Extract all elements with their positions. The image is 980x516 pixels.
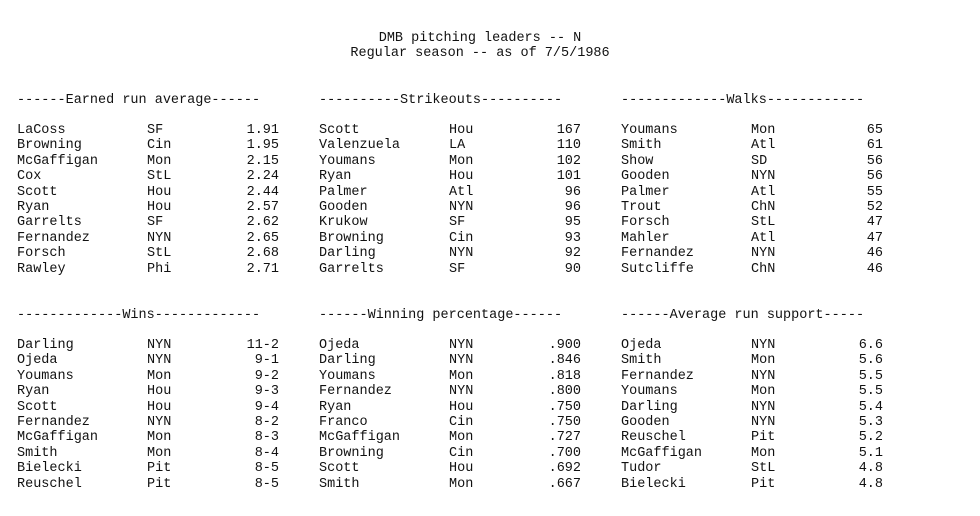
team-code: NYN bbox=[449, 384, 474, 400]
team-code: Cin bbox=[449, 414, 474, 430]
team-code: Mon bbox=[751, 123, 776, 138]
player-name: Scott bbox=[17, 184, 58, 200]
leader-row bbox=[17, 384, 279, 399]
team-code: NYN bbox=[147, 414, 172, 430]
stat-value: .692 bbox=[548, 461, 581, 477]
player-name: Show bbox=[621, 153, 654, 169]
leader-row bbox=[621, 200, 883, 215]
leader-row bbox=[319, 262, 581, 277]
stat-value: 2.57 bbox=[246, 199, 279, 215]
player-name: Darling bbox=[319, 246, 376, 262]
leader-row bbox=[621, 262, 883, 277]
leader-row bbox=[17, 185, 279, 200]
leader-row bbox=[621, 154, 883, 169]
leader-row bbox=[17, 415, 279, 430]
stat-value: 2.62 bbox=[246, 215, 279, 231]
stat-value: 8-3 bbox=[254, 430, 279, 446]
stat-value: 9-4 bbox=[254, 399, 279, 415]
team-code: Atl bbox=[751, 230, 776, 246]
leader-row bbox=[319, 353, 581, 368]
player-name: Fernandez bbox=[621, 246, 694, 262]
stat-value: 9-2 bbox=[254, 368, 279, 384]
leader-row bbox=[17, 400, 279, 415]
player-name: Smith bbox=[17, 445, 58, 461]
section-heading: ------Winning percentage------ bbox=[319, 308, 563, 323]
team-code: Mon bbox=[449, 430, 474, 446]
team-code: Mon bbox=[751, 353, 776, 369]
player-name: Sutcliffe bbox=[621, 261, 694, 277]
stat-value: .750 bbox=[548, 399, 581, 415]
player-name: Scott bbox=[319, 461, 360, 477]
team-code: Hou bbox=[449, 399, 474, 415]
stat-value: 9-1 bbox=[254, 353, 279, 369]
player-name: Youmans bbox=[621, 123, 678, 138]
team-code: SF bbox=[449, 215, 466, 231]
player-name: Ojeda bbox=[319, 338, 360, 353]
stat-value: 1.91 bbox=[246, 123, 279, 138]
player-name: McGaffigan bbox=[17, 153, 99, 169]
team-code: NYN bbox=[147, 230, 172, 246]
stat-value: .700 bbox=[548, 445, 581, 461]
player-name: Cox bbox=[17, 169, 42, 185]
team-code: Mon bbox=[147, 445, 172, 461]
stat-value: 93 bbox=[564, 230, 581, 246]
team-code: NYN bbox=[751, 368, 776, 384]
stat-value: .818 bbox=[548, 368, 581, 384]
leader-row bbox=[17, 169, 279, 184]
leader-row bbox=[319, 400, 581, 415]
team-code: SF bbox=[147, 215, 164, 231]
team-code: Hou bbox=[449, 461, 474, 477]
leader-row bbox=[319, 154, 581, 169]
stat-value: 2.44 bbox=[246, 184, 279, 200]
player-name: Darling bbox=[17, 338, 74, 353]
player-name: Rawley bbox=[17, 261, 66, 277]
player-name: Fernandez bbox=[17, 230, 90, 246]
leader-row bbox=[621, 400, 883, 415]
team-code: NYN bbox=[751, 246, 776, 262]
stat-value: 8-4 bbox=[254, 445, 279, 461]
stat-value: 5.6 bbox=[858, 353, 883, 369]
stat-value: 2.65 bbox=[246, 230, 279, 246]
stat-value: 47 bbox=[866, 215, 883, 231]
team-code: NYN bbox=[751, 169, 776, 185]
team-code: Hou bbox=[147, 199, 172, 215]
leader-row bbox=[319, 246, 581, 261]
leader-row bbox=[17, 369, 279, 384]
leader-row bbox=[319, 200, 581, 215]
leader-row bbox=[319, 369, 581, 384]
stat-value: 46 bbox=[866, 261, 883, 277]
leader-row bbox=[319, 215, 581, 230]
leader-row bbox=[17, 215, 279, 230]
team-code: NYN bbox=[751, 399, 776, 415]
team-code: Atl bbox=[449, 184, 474, 200]
section-heading: ----------Strikeouts---------- bbox=[319, 93, 563, 108]
team-code: Cin bbox=[449, 445, 474, 461]
team-code: Mon bbox=[751, 445, 776, 461]
team-code: NYN bbox=[147, 353, 172, 369]
player-name: Youmans bbox=[17, 368, 74, 384]
player-name: Browning bbox=[319, 445, 384, 461]
leader-row bbox=[17, 262, 279, 277]
team-code: Mon bbox=[449, 153, 474, 169]
report-subtitle: Regular season -- as of 7/5/1986 bbox=[350, 46, 610, 61]
player-name: Bielecki bbox=[621, 476, 686, 492]
team-code: Pit bbox=[751, 430, 776, 446]
section-wins bbox=[17, 308, 279, 492]
player-name: Reuschel bbox=[621, 430, 686, 446]
stat-value: 61 bbox=[866, 138, 883, 154]
player-name: Tudor bbox=[621, 461, 662, 477]
leader-row bbox=[621, 169, 883, 184]
leader-row bbox=[319, 461, 581, 476]
stat-value: 55 bbox=[866, 184, 883, 200]
stat-value: .900 bbox=[548, 338, 581, 353]
player-name: Mahler bbox=[621, 230, 670, 246]
team-code: NYN bbox=[751, 338, 776, 353]
team-code: StL bbox=[147, 169, 172, 185]
leader-row bbox=[319, 446, 581, 461]
stat-value: 96 bbox=[564, 184, 581, 200]
stat-value: 56 bbox=[866, 153, 883, 169]
stat-value: 4.8 bbox=[858, 461, 883, 477]
team-code: Phi bbox=[147, 261, 172, 277]
leader-row bbox=[621, 461, 883, 476]
leader-list bbox=[319, 338, 581, 492]
stat-value: 46 bbox=[866, 246, 883, 262]
team-code: Cin bbox=[449, 230, 474, 246]
leader-row bbox=[621, 353, 883, 368]
team-code: Pit bbox=[147, 476, 172, 492]
stat-value: 56 bbox=[866, 169, 883, 185]
leader-row bbox=[621, 231, 883, 246]
leader-row bbox=[17, 461, 279, 476]
team-code: Mon bbox=[147, 430, 172, 446]
player-name: Gooden bbox=[319, 199, 368, 215]
leader-row bbox=[621, 415, 883, 430]
player-name: Youmans bbox=[319, 153, 376, 169]
team-code: StL bbox=[147, 246, 172, 262]
player-name: McGaffigan bbox=[621, 445, 703, 461]
leader-list bbox=[17, 338, 279, 492]
section-heading: -------------Walks------------ bbox=[621, 93, 865, 108]
team-code: SF bbox=[449, 261, 466, 277]
team-code: NYN bbox=[449, 353, 474, 369]
team-code: Hou bbox=[449, 123, 474, 138]
player-name: Ryan bbox=[17, 199, 50, 215]
stat-value: 2.24 bbox=[246, 169, 279, 185]
stat-value: 2.71 bbox=[246, 261, 279, 277]
stat-value: 8-5 bbox=[254, 461, 279, 477]
stat-value: 1.95 bbox=[246, 138, 279, 154]
stat-value: 167 bbox=[556, 123, 581, 138]
player-name: Franco bbox=[319, 414, 368, 430]
leader-row bbox=[319, 384, 581, 399]
player-name: Trout bbox=[621, 199, 662, 215]
player-name: Youmans bbox=[621, 384, 678, 400]
player-name: Ryan bbox=[319, 399, 352, 415]
player-name: Youmans bbox=[319, 368, 376, 384]
team-code: Mon bbox=[147, 153, 172, 169]
stat-value: 92 bbox=[564, 246, 581, 262]
stat-value: 4.8 bbox=[858, 476, 883, 492]
leader-row bbox=[17, 138, 279, 153]
player-name: Smith bbox=[319, 476, 360, 492]
team-code: ChN bbox=[751, 261, 776, 277]
player-name: Forsch bbox=[621, 215, 670, 231]
stat-value: 5.4 bbox=[858, 399, 883, 415]
team-code: SF bbox=[147, 123, 164, 138]
stat-value: .727 bbox=[548, 430, 581, 446]
stat-value: 6.6 bbox=[858, 338, 883, 353]
leader-row bbox=[621, 369, 883, 384]
team-code: Mon bbox=[147, 368, 172, 384]
player-name: Fernandez bbox=[319, 384, 392, 400]
stat-value: 101 bbox=[556, 169, 581, 185]
player-name: Ryan bbox=[319, 169, 352, 185]
player-name: Fernandez bbox=[621, 368, 694, 384]
player-name: Bielecki bbox=[17, 461, 82, 477]
player-name: Forsch bbox=[17, 246, 66, 262]
leader-row bbox=[319, 123, 581, 138]
team-code: Atl bbox=[751, 184, 776, 200]
leader-row bbox=[17, 430, 279, 445]
leader-row bbox=[621, 215, 883, 230]
leader-row bbox=[319, 185, 581, 200]
leader-row bbox=[17, 154, 279, 169]
team-code: StL bbox=[751, 461, 776, 477]
team-code: Mon bbox=[449, 368, 474, 384]
stat-value: 11-2 bbox=[246, 338, 279, 353]
stat-value: .750 bbox=[548, 414, 581, 430]
team-code: Pit bbox=[147, 461, 172, 477]
team-code: Mon bbox=[449, 476, 474, 492]
player-name: Smith bbox=[621, 138, 662, 154]
leader-row bbox=[17, 246, 279, 261]
leader-row bbox=[17, 231, 279, 246]
player-name: Darling bbox=[319, 353, 376, 369]
team-code: Mon bbox=[751, 384, 776, 400]
leader-row bbox=[621, 446, 883, 461]
stat-value: 90 bbox=[564, 261, 581, 277]
stat-value: 52 bbox=[866, 199, 883, 215]
player-name: Ojeda bbox=[17, 353, 58, 369]
player-name: Browning bbox=[17, 138, 82, 154]
leader-row bbox=[621, 246, 883, 261]
player-name: Gooden bbox=[621, 169, 670, 185]
team-code: LA bbox=[449, 138, 466, 154]
team-code: NYN bbox=[449, 246, 474, 262]
leader-row bbox=[319, 415, 581, 430]
stat-value: 65 bbox=[866, 123, 883, 138]
leader-row bbox=[17, 353, 279, 368]
leader-row bbox=[319, 338, 581, 353]
section-heading: -------------Wins------------- bbox=[17, 308, 261, 323]
leader-row bbox=[319, 477, 581, 492]
player-name: Garrelts bbox=[319, 261, 384, 277]
leader-row bbox=[319, 138, 581, 153]
leader-row bbox=[17, 446, 279, 461]
leader-list bbox=[621, 338, 883, 492]
team-code: StL bbox=[751, 215, 776, 231]
player-name: McGaffigan bbox=[17, 430, 99, 446]
leader-row bbox=[621, 338, 883, 353]
stat-value: 5.5 bbox=[858, 368, 883, 384]
leader-row bbox=[621, 384, 883, 399]
stat-value: 95 bbox=[564, 215, 581, 231]
player-name: McGaffigan bbox=[319, 430, 401, 446]
stat-value: .846 bbox=[548, 353, 581, 369]
team-code: Hou bbox=[147, 384, 172, 400]
team-code: Hou bbox=[147, 399, 172, 415]
team-code: NYN bbox=[751, 414, 776, 430]
team-code: Atl bbox=[751, 138, 776, 154]
leader-list bbox=[621, 123, 883, 277]
leader-row bbox=[621, 185, 883, 200]
stat-value: 5.3 bbox=[858, 414, 883, 430]
section-heading: ------Average run support----- bbox=[621, 308, 865, 323]
leader-row bbox=[17, 338, 279, 353]
stat-value: 102 bbox=[556, 153, 581, 169]
leader-row bbox=[621, 138, 883, 153]
section-average-run-support bbox=[621, 308, 883, 492]
leader-row bbox=[621, 123, 883, 138]
stat-value: 8-5 bbox=[254, 476, 279, 492]
player-name: Valenzuela bbox=[319, 138, 401, 154]
team-code: Hou bbox=[147, 184, 172, 200]
stat-value: 5.5 bbox=[858, 384, 883, 400]
section-heading: ------Earned run average------ bbox=[17, 93, 261, 108]
stat-value: 8-2 bbox=[254, 414, 279, 430]
player-name: Reuschel bbox=[17, 476, 82, 492]
team-code: NYN bbox=[449, 199, 474, 215]
player-name: Smith bbox=[621, 353, 662, 369]
player-name: Darling bbox=[621, 399, 678, 415]
leader-row bbox=[17, 477, 279, 492]
team-code: Cin bbox=[147, 138, 172, 154]
stat-value: 2.68 bbox=[246, 246, 279, 262]
stat-value: 2.15 bbox=[246, 153, 279, 169]
stat-value: 5.1 bbox=[858, 445, 883, 461]
leader-list bbox=[17, 123, 279, 277]
player-name: Gooden bbox=[621, 414, 670, 430]
stat-value: 5.2 bbox=[858, 430, 883, 446]
section-winning-percentage bbox=[319, 308, 581, 492]
leader-row bbox=[621, 477, 883, 492]
player-name: Garrelts bbox=[17, 215, 82, 231]
stat-value: 9-3 bbox=[254, 384, 279, 400]
player-name: Ryan bbox=[17, 384, 50, 400]
leader-row bbox=[17, 123, 279, 138]
player-name: Scott bbox=[319, 123, 360, 138]
player-name: Browning bbox=[319, 230, 384, 246]
team-code: NYN bbox=[147, 338, 172, 353]
leader-row bbox=[621, 430, 883, 445]
player-name: LaCoss bbox=[17, 123, 66, 138]
player-name: Krukow bbox=[319, 215, 368, 231]
team-code: SD bbox=[751, 153, 768, 169]
team-code: Hou bbox=[449, 169, 474, 185]
player-name: Ojeda bbox=[621, 338, 662, 353]
stat-value: 47 bbox=[866, 230, 883, 246]
report-title: DMB pitching leaders -- N bbox=[378, 31, 582, 46]
stat-value: 110 bbox=[556, 138, 581, 154]
section-strikeouts bbox=[319, 93, 581, 277]
team-code: NYN bbox=[449, 338, 474, 353]
leader-row bbox=[319, 169, 581, 184]
leader-row bbox=[17, 200, 279, 215]
player-name: Palmer bbox=[319, 184, 368, 200]
leader-list bbox=[319, 123, 581, 277]
section-earned-run-average bbox=[17, 93, 279, 277]
leader-row bbox=[319, 430, 581, 445]
player-name: Palmer bbox=[621, 184, 670, 200]
player-name: Fernandez bbox=[17, 414, 90, 430]
stat-value: .800 bbox=[548, 384, 581, 400]
team-code: ChN bbox=[751, 199, 776, 215]
stat-value: .667 bbox=[548, 476, 581, 492]
section-walks bbox=[621, 93, 883, 277]
leader-row bbox=[319, 231, 581, 246]
player-name: Scott bbox=[17, 399, 58, 415]
stat-value: 96 bbox=[564, 199, 581, 215]
team-code: Pit bbox=[751, 476, 776, 492]
